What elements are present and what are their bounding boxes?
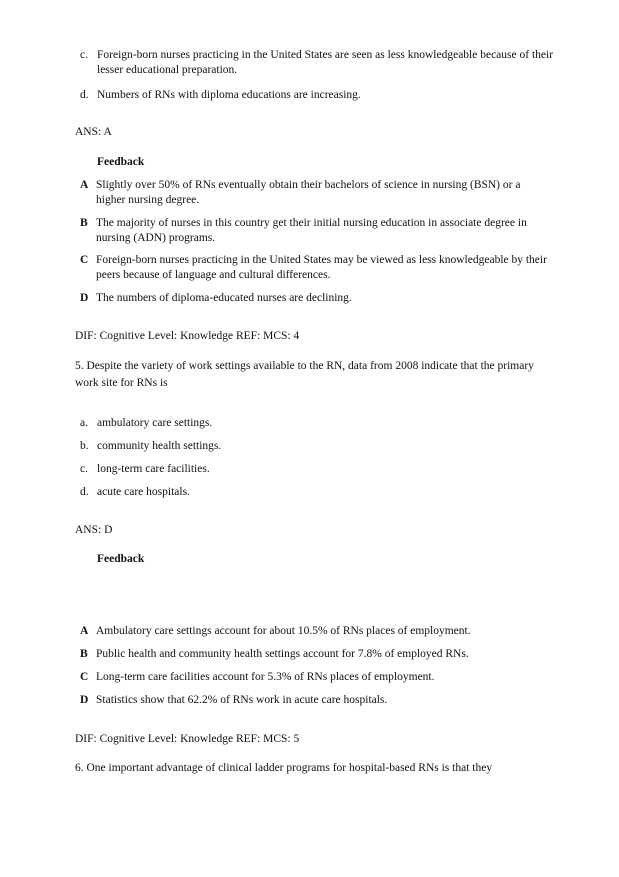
feedback-text: The majority of nurses in this country get their initial nursing education in associate degree in nursing (ADN) programs. [96, 217, 527, 244]
list-item [80, 462, 563, 477]
option-letter: d. [80, 486, 89, 498]
feedback-letter: D [80, 694, 89, 706]
option-letter: c. [80, 49, 88, 61]
feedback-text: Foreign-born nurses practicing in the United States may be viewed as less knowledgeable by their peers because of language and cultural differences. [96, 254, 547, 281]
feedback-item [80, 216, 563, 246]
feedback-item [80, 647, 563, 662]
feedback-text: Ambulatory care settings account for about 10.5% of RNs places of employment. [96, 625, 471, 637]
list-item [80, 88, 563, 103]
list-item [80, 416, 563, 431]
option-text: acute care hospitals. [97, 486, 190, 498]
feedback-item [80, 670, 563, 685]
feedback-letter: A [80, 179, 89, 191]
option-letter: b. [80, 440, 89, 452]
list-item [80, 485, 563, 500]
feedback-item [80, 178, 563, 208]
option-text: long-term care facilities. [97, 463, 210, 475]
list-item [80, 48, 563, 78]
feedback-heading: Feedback [97, 156, 145, 168]
feedback-letter: D [80, 292, 89, 304]
feedback-item [80, 291, 563, 306]
feedback-item [80, 693, 563, 708]
feedback-item [80, 624, 563, 639]
feedback-text: Statistics show that 62.2% of RNs work in acute care hospitals. [96, 694, 388, 706]
feedback-letter: C [80, 254, 89, 266]
answer-line: ANS: D [75, 524, 113, 536]
option-letter: d. [80, 89, 89, 101]
feedback-text: The numbers of diploma-educated nurses are declining. [96, 292, 352, 304]
feedback-text: Slightly over 50% of RNs eventually obtain their bachelors of science in nursing (BSN) or a higher nursing degree. [96, 179, 521, 206]
feedback-letter: A [80, 625, 89, 637]
option-text: ambulatory care settings. [97, 417, 213, 429]
question-stem: 5. Despite the variety of work settings available to the RN, data from 2008 indicate that the primary work site for RNs is [75, 360, 534, 389]
dif-line: DIF: Cognitive Level: Knowledge REF: MCS: 5 [75, 733, 300, 745]
list-item [80, 439, 563, 454]
feedback-heading: Feedback [97, 553, 145, 565]
feedback-letter: B [80, 217, 88, 229]
answer-line: ANS: A [75, 126, 112, 138]
option-text: Foreign-born nurses practicing in the United States are seen as less knowledgeable because of their lesser educational preparation. [97, 49, 554, 76]
option-text: Numbers of RNs with diploma educations are increasing. [97, 89, 361, 101]
feedback-letter: C [80, 671, 89, 683]
feedback-item [80, 253, 563, 283]
option-text: community health settings. [97, 440, 222, 452]
question-stem: 6. One important advantage of clinical ladder programs for hospital-based RNs is that they [75, 762, 493, 774]
feedback-text: Public health and community health settings account for 7.8% of employed RNs. [96, 648, 469, 660]
option-letter: c. [80, 463, 88, 475]
option-letter: a. [80, 417, 88, 429]
feedback-letter: B [80, 648, 88, 660]
dif-line: DIF: Cognitive Level: Knowledge REF: MCS: 4 [75, 330, 300, 342]
feedback-text: Long-term care facilities account for 5.3% of RNs places of employment. [96, 671, 435, 683]
